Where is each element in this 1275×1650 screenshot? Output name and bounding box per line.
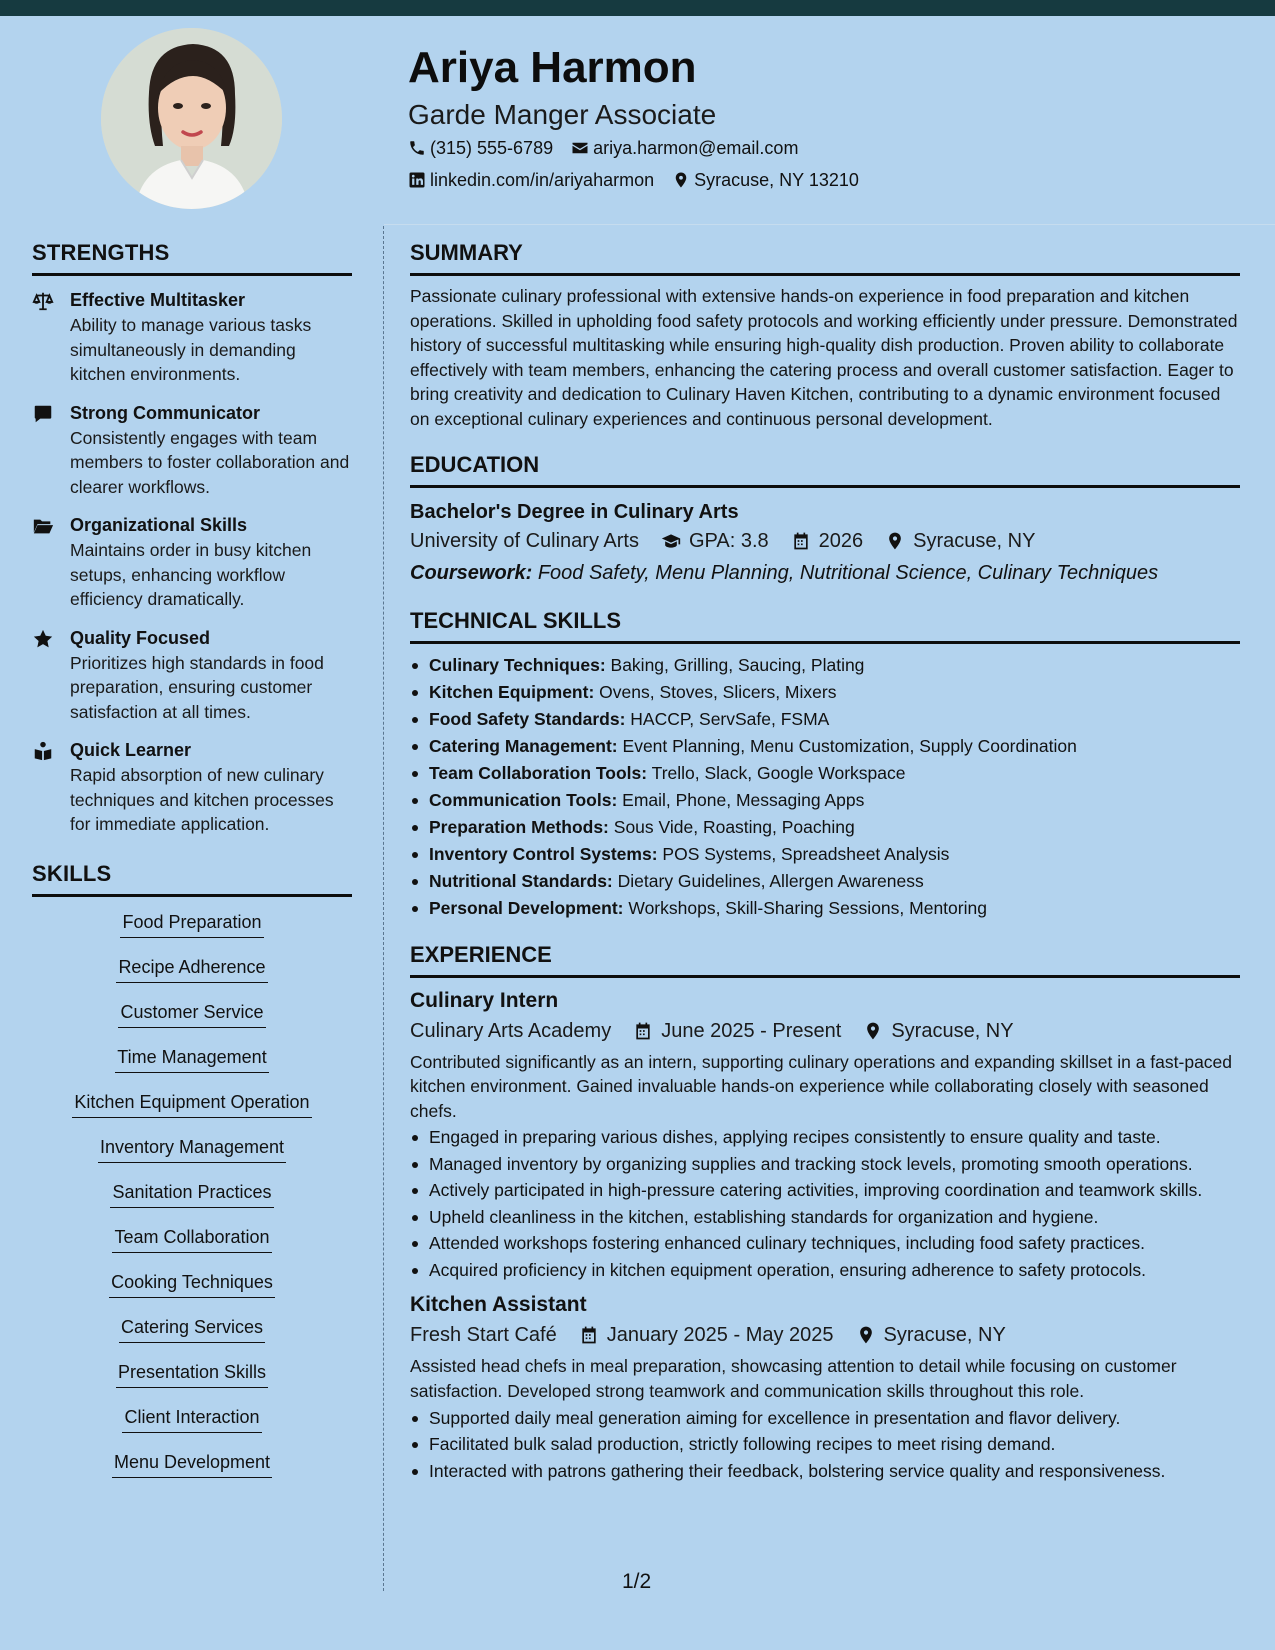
strength-title: Effective Multitasker	[70, 290, 246, 310]
job-bullets	[410, 1125, 1240, 1282]
profile-photo	[101, 28, 282, 209]
job-bullets	[410, 1406, 1240, 1484]
skill-values: Ovens, Stoves, Slicers, Mixers	[599, 681, 837, 702]
list-item: Interacted with patrons gathering their feedback, bolstering service quality and responsiveness.	[410, 1459, 1240, 1484]
strength-desc: Consistently engages with team members to foster collaboration and clearer workflows.	[70, 427, 350, 497]
strength-item	[32, 288, 352, 387]
job-location: Syracuse, NY	[891, 1019, 1014, 1042]
linkedin-icon	[408, 171, 426, 189]
skill-values: Email, Phone, Messaging Apps	[622, 789, 865, 810]
skill-category: Preparation Methods:	[429, 816, 609, 837]
skill-category: Culinary Techniques:	[429, 654, 606, 675]
star-icon	[32, 628, 54, 650]
list-item	[410, 814, 1240, 841]
company-name: Fresh Start Café	[410, 1324, 557, 1347]
company-name: Culinary Arts Academy	[410, 1019, 612, 1042]
list-item	[410, 868, 1240, 895]
email-contact[interactable]	[571, 138, 798, 159]
skill-tag: Catering Services	[119, 1314, 265, 1343]
list-item: Upheld cleanliness in the kitchen, establishing standards for organization and hygiene.	[410, 1205, 1240, 1230]
skill-tag: Recipe Adherence	[116, 954, 267, 983]
strength-title: Quick Learner	[70, 740, 192, 760]
job-title-heading: Garde Manger Associate	[408, 99, 717, 130]
page-number: 1/2	[622, 1570, 652, 1593]
contact-row-1	[408, 132, 1228, 164]
job-summary: Assisted head chefs in meal preparation, showcasing attention to detail while focusing on customer satisfaction. Developed strong teamwork and communication skills throughout this role.	[410, 1356, 1177, 1401]
job-dates: June 2025 - Present	[661, 1019, 842, 1042]
top-accent-bar	[0, 0, 1275, 16]
skills-heading: SKILLS	[32, 859, 352, 897]
list-item	[410, 733, 1240, 760]
skills-list	[32, 909, 352, 1494]
phone-icon	[408, 139, 426, 157]
strength-desc: Prioritizes high standards in food preparation, ensuring customer satisfaction at all times.	[70, 652, 324, 722]
left-column	[32, 238, 352, 1494]
graduation-cap-icon	[661, 531, 681, 551]
gpa-text: GPA: 3.8	[688, 529, 769, 552]
skill-values: POS Systems, Spreadsheet Analysis	[662, 843, 950, 864]
strength-desc: Rapid absorption of new culinary techniques and kitchen processes for immediate application.	[70, 765, 334, 834]
list-item	[410, 652, 1240, 679]
calendar-icon	[579, 1325, 599, 1345]
experience-heading: EXPERIENCE	[410, 940, 1240, 978]
list-item	[410, 787, 1240, 814]
skill-category: Kitchen Equipment:	[429, 681, 595, 702]
header	[408, 40, 1228, 196]
skill-tag: Team Collaboration	[112, 1224, 271, 1253]
map-marker-icon	[885, 531, 905, 551]
job-meta	[410, 1016, 1240, 1046]
list-item	[410, 679, 1240, 706]
degree-name: Bachelor's Degree in Culinary Arts	[410, 500, 739, 523]
linkedin-text[interactable]: linkedin.com/in/ariyaharmon	[430, 169, 655, 190]
skill-tag: Time Management	[115, 1044, 268, 1073]
scale-icon	[32, 290, 54, 312]
education-meta	[410, 526, 1240, 556]
skill-values: Sous Vide, Roasting, Poaching	[613, 816, 855, 837]
skill-category: Food Safety Standards:	[429, 708, 626, 729]
list-item: Acquired proficiency in kitchen equipment operation, ensuring adherence to safety protocols.	[410, 1258, 1240, 1283]
strength-item	[32, 401, 352, 500]
strength-item	[32, 626, 352, 725]
header-divider	[384, 224, 1275, 225]
location-contact	[672, 170, 859, 191]
skill-values: HACCP, ServSafe, FSMA	[630, 708, 830, 729]
skill-tag: Customer Service	[118, 999, 265, 1028]
column-divider	[383, 226, 384, 1591]
phone-text: (315) 555-6789	[430, 137, 554, 158]
technical-skills-list	[410, 652, 1240, 922]
skill-tag: Food Preparation	[120, 909, 263, 938]
strength-item	[32, 513, 352, 612]
skill-tag: Inventory Management	[98, 1134, 286, 1163]
candidate-name: Ariya Harmon	[408, 43, 697, 92]
skill-category: Communication Tools:	[429, 789, 618, 810]
map-marker-icon	[856, 1325, 876, 1345]
job-title: Kitchen Assistant	[410, 1293, 587, 1317]
strength-title: Organizational Skills	[70, 515, 248, 535]
email-text[interactable]: ariya.harmon@email.com	[593, 137, 799, 158]
skill-category: Personal Development:	[429, 897, 624, 918]
summary-heading: SUMMARY	[410, 238, 1240, 276]
job-meta	[410, 1320, 1240, 1350]
linkedin-contact[interactable]	[408, 170, 654, 191]
skill-tag: Cooking Techniques	[109, 1269, 275, 1298]
calendar-icon	[791, 531, 811, 551]
skill-values: Workshops, Skill-Sharing Sessions, Mentoring	[628, 897, 987, 918]
list-item: Engaged in preparing various dishes, applying recipes consistently to ensure quality and taste.	[410, 1125, 1240, 1150]
skill-tag: Kitchen Equipment Operation	[72, 1089, 311, 1118]
education-location: Syracuse, NY	[913, 529, 1036, 552]
skill-category: Catering Management:	[429, 735, 618, 756]
calendar-icon	[633, 1021, 653, 1041]
strength-desc: Ability to manage various tasks simultaneously in demanding kitchen environments.	[70, 315, 312, 384]
strengths-list	[32, 288, 352, 837]
map-marker-icon	[672, 171, 690, 189]
strength-item	[32, 738, 352, 837]
right-column	[410, 238, 1240, 1485]
book-reader-icon	[32, 740, 54, 762]
coursework-label: Coursework:	[410, 561, 533, 584]
coursework-line	[410, 558, 1240, 588]
job-summary: Contributed significantly as an intern, supporting culinary operations and expanding skillset in a fast-paced kitchen environment. Gained invaluable hands-on experience while collaborating closely with seasoned chefs.	[410, 1051, 1233, 1121]
skill-values: Event Planning, Menu Customization, Supply Coordination	[622, 735, 1077, 756]
comment-icon	[32, 403, 54, 425]
skill-values: Dietary Guidelines, Allergen Awareness	[617, 870, 924, 891]
contact-row-2	[408, 164, 1228, 196]
job-title: Culinary Intern	[410, 988, 559, 1012]
job-dates: January 2025 - May 2025	[606, 1324, 834, 1347]
strength-title: Strong Communicator	[70, 402, 261, 423]
map-marker-icon	[863, 1021, 883, 1041]
graduation-year: 2026	[818, 529, 864, 552]
job-location: Syracuse, NY	[883, 1324, 1006, 1347]
list-item: Managed inventory by organizing supplies and tracking stock levels, promoting smooth operations.	[410, 1152, 1240, 1177]
list-item: Facilitated bulk salad production, strictly following recipes to meet rising demand.	[410, 1432, 1240, 1457]
coursework-text: Food Safety, Menu Planning, Nutritional Science, Culinary Techniques	[537, 561, 1159, 584]
skill-tag: Sanitation Practices	[110, 1179, 273, 1208]
phone-contact	[408, 138, 553, 159]
list-item: Actively participated in high-pressure catering activities, improving coordination and teamwork skills.	[410, 1178, 1240, 1203]
strength-title: Quality Focused	[70, 627, 211, 648]
skill-category: Team Collaboration Tools:	[429, 762, 648, 783]
technical-skills-heading: TECHNICAL SKILLS	[410, 606, 1240, 644]
skill-category: Inventory Control Systems:	[429, 843, 658, 864]
skill-category: Nutritional Standards:	[429, 870, 613, 891]
skill-tag: Presentation Skills	[116, 1359, 268, 1388]
list-item: Attended workshops fostering enhanced culinary techniques, including food safety practices.	[410, 1231, 1240, 1256]
list-item	[410, 706, 1240, 733]
school-name: University of Culinary Arts	[410, 529, 639, 552]
strengths-heading: STRENGTHS	[32, 238, 352, 276]
skill-values: Baking, Grilling, Saucing, Plating	[610, 654, 865, 675]
envelope-icon	[571, 139, 589, 157]
skill-tag: Menu Development	[112, 1449, 272, 1478]
education-heading: EDUCATION	[410, 450, 1240, 488]
folder-open-icon	[32, 515, 54, 537]
list-item	[410, 895, 1240, 922]
list-item	[410, 760, 1240, 787]
location-text: Syracuse, NY 13210	[694, 169, 859, 190]
list-item: Supported daily meal generation aiming for excellence in presentation and flavor delivery.	[410, 1406, 1240, 1431]
summary-text: Passionate culinary professional with extensive hands-on experience in food preparation and kitchen operations. Skilled in upholding food safety protocols and working efficiently under pressure. Demonstrated history of successful multitasking while ensuring high-quality dish production. Proven ability to collaborate effectively with team members, enhancing the catering process and overall customer satisfaction. Eager to bring creativity and dedication to Culinary Haven Kitchen, contributing to a dynamic environment focused on exceptional culinary experiences and continuous personal development.	[410, 286, 1238, 429]
skill-values: Trello, Slack, Google Workspace	[651, 762, 906, 783]
list-item	[410, 841, 1240, 868]
strength-desc: Maintains order in busy kitchen setups, enhancing workflow efficiency dramatically.	[70, 540, 312, 609]
skill-tag: Client Interaction	[122, 1404, 261, 1433]
